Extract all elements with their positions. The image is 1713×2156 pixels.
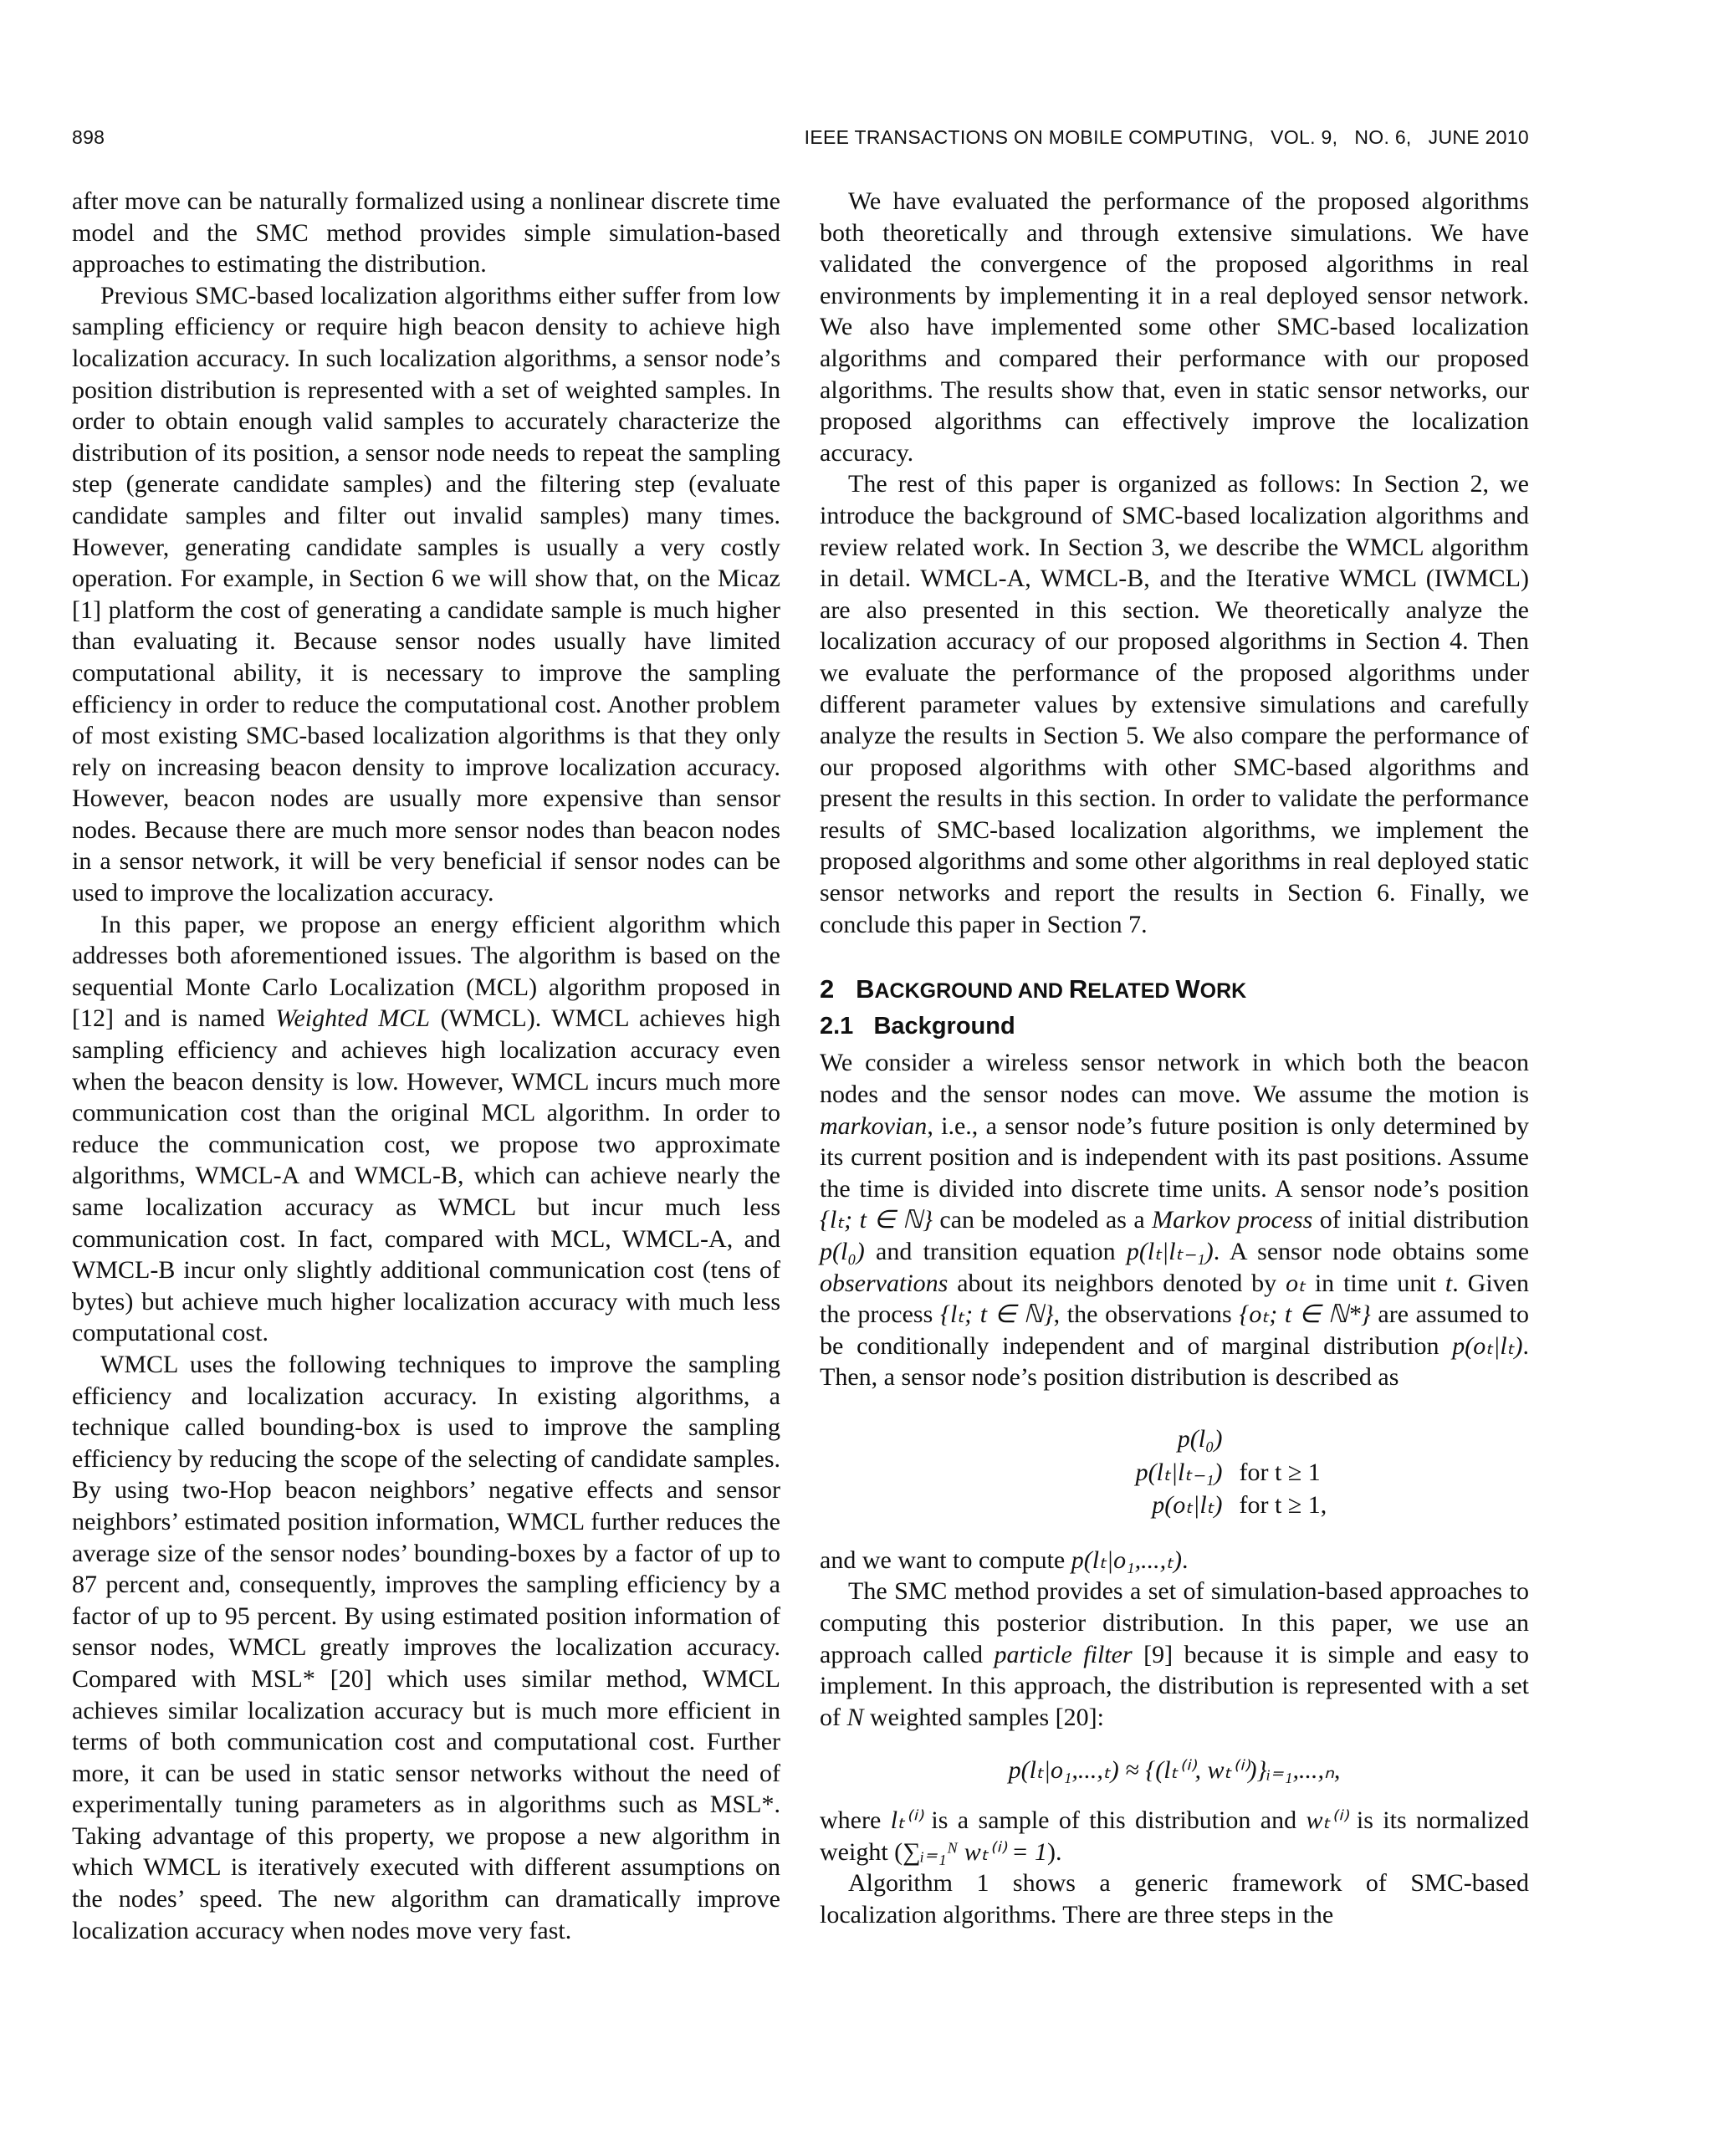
page-number: 898 [72, 126, 105, 148]
left-paragraph-4: WMCL uses the following techniques to improve the sampling efficiency and localization accuracy. In existing algorithms, a technique called bounding-box is used to improve the sampling efficiency by reducing the scope of the selecting of candidate samples. By using two-Hop beacon neighbors’ negative effects and sensor neighbors’ estimated position information, WMCL further reduces the average size of the sensor nodes’ bounding-boxes by a factor of up to 87 percent and, consequently, improves the sampling efficiency by a factor of up to 95 percent. By using estimated position information of sensor nodes, WMCL greatly improves the localization accuracy. Compared with MSL* [20] which uses similar method, WMCL achieves similar localization accuracy but is much more efficient in terms of both communication cost and computational cost. Further more, it can be used in static sensor networks without the need of experimentally tuning parameters as in algorithms such as MSL*. Taking advantage of this property, we propose a new algorithm in which WMCL is iteratively executed with different assumptions on the nodes’ speed. The new algorithm can dramatically improve localization accuracy when nodes move very fast. [72, 1350, 780, 1944]
section-heading: 2 BACKGROUND AND RELATED WORK [820, 974, 1247, 1004]
right-column [820, 186, 1529, 1930]
left-column [72, 186, 780, 1946]
right-paragraph-5: The SMC method provides a set of simulation-based approaches to computing this posterior distribution. In this paper, we use an approach called particle filter [9] because it is simple and easy to implement. In this approach, the distribution is represented with a set of N weighted samples [20]: [820, 1577, 1529, 1731]
left-paragraph-1: after move can be naturally formalized using a nonlinear discrete time model and the SMC method provides simple simulation-based approaches to estimating the distribution. [72, 187, 780, 278]
emphasis-weighted-mcl: Weighted MCL [275, 1004, 430, 1033]
right-paragraph-3: We consider a wireless sensor network in which both the beacon nodes and the sensor nodes can move. We assume the motion is markovian, i.e., a sensor node’s future position is only determined by its current position and is independent with its past positions. Assume the time is divided into discrete time units. A sensor node’s position {lₜ; t ∈ ℕ} can be modeled as a Markov process of initial distribution p(l₀) and transition equation p(lₜ|lₜ₋₁). A sensor node obtains some observations about its neighbors denoted by oₜ in time unit t. Given the process {lₜ; t ∈ ℕ}, the observations {oₜ; t ∈ ℕ*} are assumed to be conditionally independent and of marginal distribution p(oₜ|lₜ). Then, a sensor node’s position distribution is described as [820, 1049, 1530, 1392]
left-paragraph-2: Previous SMC-based localization algorithms either suffer from low sampling efficiency or require high beacon density to achieve high localization accuracy. In such localization algorithms, a sensor node’s position distribution is represented with a set of weighted samples. In order to obtain enough valid samples to accurately characterize the distribution of its position, a sensor node needs to repeat the sampling step (generate candidate samples) and the filtering step (evaluate candidate samples and filter out invalid samples) many times. However, generating candidate samples is usually a very costly operation. For example, in Section 6 we will show that, on the Micaz [1] platform the cost of generating a candidate sample is much higher than evaluating it. Because sensor nodes usually have limited computational ability, it is necessary to improve the sampling efficiency in order to reduce the computational cost. Another problem of most existing SMC-based localization algorithms is that they only rely on increasing beacon density to improve localization accuracy. However, beacon nodes are usually more expensive than sensor nodes. Because there are much more sensor nodes than beacon nodes in a sensor network, it will be very beneficial if sensor nodes can be used to improve the localization accuracy. [72, 281, 780, 907]
equation-block [820, 1423, 1529, 1521]
subsection-heading: 2.1 Background [820, 1012, 1015, 1040]
right-paragraph-2: The rest of this paper is organized as follows: In Section 2, we introduce the background of SMC-based localization algorithms and review related work. In Section 3, we describe the WMCL algorithm in detail. WMCL-A, WMCL-B, and the Iterative WMCL (IWMCL) are also presented in this section. We theoretically analyze the localization accuracy of our proposed algorithms in Section 4. Then we evaluate the performance of the proposed algorithms under different parameter values by extensive simulations and carefully analyze the results in Section 5. We also compare the performance of our proposed algorithms with other SMC-based algorithms and present the results in this section. In order to validate the performance results of SMC-based localization algorithms, we implement the proposed algorithms and some other algorithms in real deployed static sensor networks and report the results in Section 6. Finally, we conclude this paper in Section 7. [820, 470, 1529, 938]
equation-lhs: p(l₀) [1177, 1424, 1223, 1453]
running-header: IEEE TRANSACTIONS ON MOBILE COMPUTING, VOL. 9, NO. 6, JUNE 2010 [804, 126, 1529, 148]
equation-rhs [1240, 1423, 1390, 1455]
equation-lhs: p(oₜ|lₜ) [1152, 1491, 1223, 1520]
right-paragraph-4: and we want to compute p(lₜ|o₁,...,ₜ). [820, 1545, 1189, 1574]
left-paragraph-3: In this paper, we propose an energy efficient algorithm which addresses both aforementioned issues. The algorithm is based on the sequential Monte Carlo Localization (MCL) algorithm proposed in [12] and is named Weighted MCL (WMCL). WMCL achieves high sampling efficiency and achieves high localization accuracy even when the beacon density is low. However, WMCL incurs much more communication cost than the original MCL algorithm. In order to reduce the communication cost, we propose two approximate algorithms, WMCL-A and WMCL-B, which can achieve nearly the same localization accuracy as WMCL but incur much less communication cost. In fact, compared with MCL, WMCL-A, and WMCL-B incur only slightly additional communication cost (tens of bytes) but achieve much higher localization accuracy with much less computational cost. [72, 910, 780, 1347]
equation-rhs: for t ≥ 1 [1239, 1458, 1321, 1486]
equation-particle-filter: p(lₜ|o₁,...,ₜ) ≈ {(lₜ⁽ⁱ⁾, wₜ⁽ⁱ⁾)}ᵢ₌₁,...,ₙ, [1008, 1756, 1341, 1785]
equation-rhs: for t ≥ 1, [1239, 1491, 1327, 1520]
right-paragraph-7: Algorithm 1 shows a generic framework of SMC-based localization algorithms. There are three steps in the [820, 1869, 1529, 1929]
right-paragraph-1: We have evaluated the performance of the proposed algorithms both theoretically and through extensive simulations. We have validated the convergence of the proposed algorithms in real environments by implementing it in a real deployed sensor network. We also have implemented some other SMC-based localization algorithms and compared their performance with our proposed algorithms. The results show that, even in static sensor networks, our proposed algorithms can effectively improve the localization accuracy. [820, 187, 1529, 467]
equation-lhs: p(lₜ|lₜ₋₁) [1135, 1458, 1223, 1486]
right-paragraph-6: where lₜ⁽ⁱ⁾ is a sample of this distribution and wₜ⁽ⁱ⁾ is its normalized weight (∑ᵢ₌₁ᴺ wₜ⁽ⁱ⁾ = 1). [820, 1806, 1529, 1866]
